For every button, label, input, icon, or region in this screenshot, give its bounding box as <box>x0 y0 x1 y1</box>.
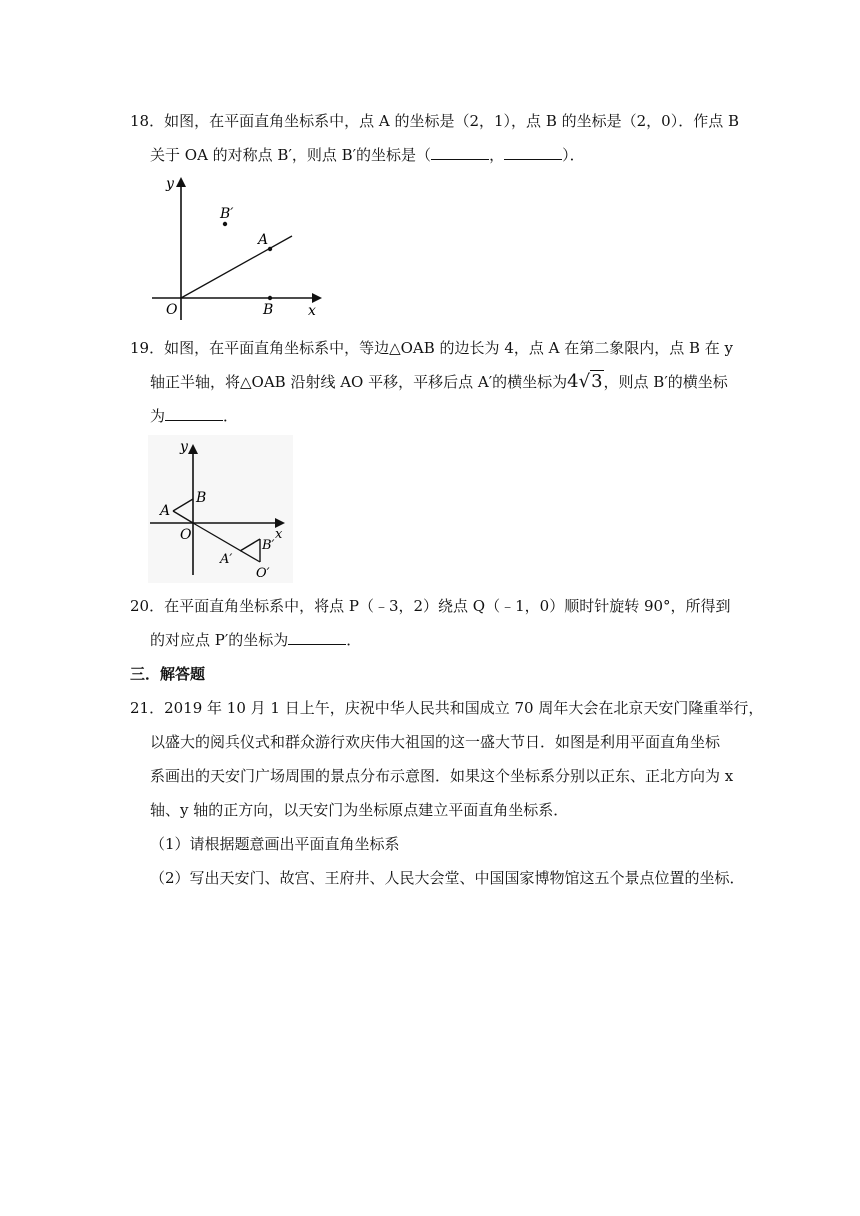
point-aprime-label: A′ <box>220 552 233 567</box>
q18-figure <box>150 172 330 322</box>
q19-line1: 19．如图，在平面直角坐标系中，等边△OAB 的边长为 4，点 A 在第二象限内，点 B 在 y <box>130 339 734 357</box>
q20-line2: 的对应点 P′的坐标为 ． <box>150 631 362 649</box>
q21-line3: 系画出的天安门广场周围的景点分布示意图．如果这个坐标系分别以正东、正北方向为 x <box>150 767 734 785</box>
q21-line2: 以盛大的阅兵仪式和群众游行欢庆伟大祖国的这一盛大节日．如图是利用平面直角坐标 <box>150 733 721 751</box>
answer-blank <box>431 145 489 160</box>
q21-line1: 21．2019 年 10 月 1 日上午，庆祝中华人民共和国成立 70 周年大会在北京天安门隆重举行， <box>130 699 764 717</box>
point-a-label: A <box>160 503 171 519</box>
q21-subquestion-1: （1）请根据题意画出平面直角坐标系 <box>150 835 400 853</box>
q21-line4: 轴、y 轴的正方向，以天安门为坐标原点建立平面直角坐标系． <box>150 801 569 819</box>
q18-line2: 关于 OA 的对称点 B′，则点 B′的坐标是（ ， ）． <box>150 146 585 164</box>
q19-line2: 轴正半轴，将△OAB 沿射线 AO 平移，平移后点 A′的横坐标为4√3，则点 B′的横坐标 <box>150 371 728 392</box>
q18-number: 18． <box>130 112 165 130</box>
q19-number: 19． <box>130 339 165 357</box>
q19-figure <box>148 435 293 583</box>
answer-blank <box>504 145 562 160</box>
q18-line1: 18．如图，在平面直角坐标系中，点 A 的坐标是（2，1），点 B 的坐标是（2，0）．作点 B <box>130 112 739 130</box>
point-a-label: A <box>258 232 269 248</box>
q20-number: 20． <box>130 597 165 615</box>
x-axis-label: x <box>275 527 283 542</box>
answer-blank <box>165 406 223 421</box>
point-b-label: B <box>263 302 274 318</box>
point-bprime-label: B′ <box>262 538 275 553</box>
point-oprime-label: O′ <box>256 566 270 581</box>
origin-label: O <box>180 527 192 543</box>
q19-line3: 为 ． <box>150 407 239 425</box>
y-axis-label: y <box>180 439 188 455</box>
section-title: 三．解答题 <box>130 665 206 683</box>
point-bprime-label: B′ <box>220 206 234 222</box>
q20-line1: 20．在平面直角坐标系中，将点 P（﹣3，2）绕点 Q（﹣1，0）顺时针旋转 90°，所得到 <box>130 597 731 615</box>
q21-subquestion-2: （2）写出天安门、故宫、王府井、人民大会堂、中国国家博物馆这五个景点位置的坐标． <box>150 869 745 887</box>
q21-number: 21． <box>130 699 165 717</box>
radical-expression: 4√3 <box>567 371 603 392</box>
x-axis-label: x <box>308 303 316 319</box>
y-axis-label: y <box>166 176 174 192</box>
point-b-label: B <box>196 490 207 506</box>
answer-blank <box>288 630 346 645</box>
origin-label: O <box>166 302 178 318</box>
